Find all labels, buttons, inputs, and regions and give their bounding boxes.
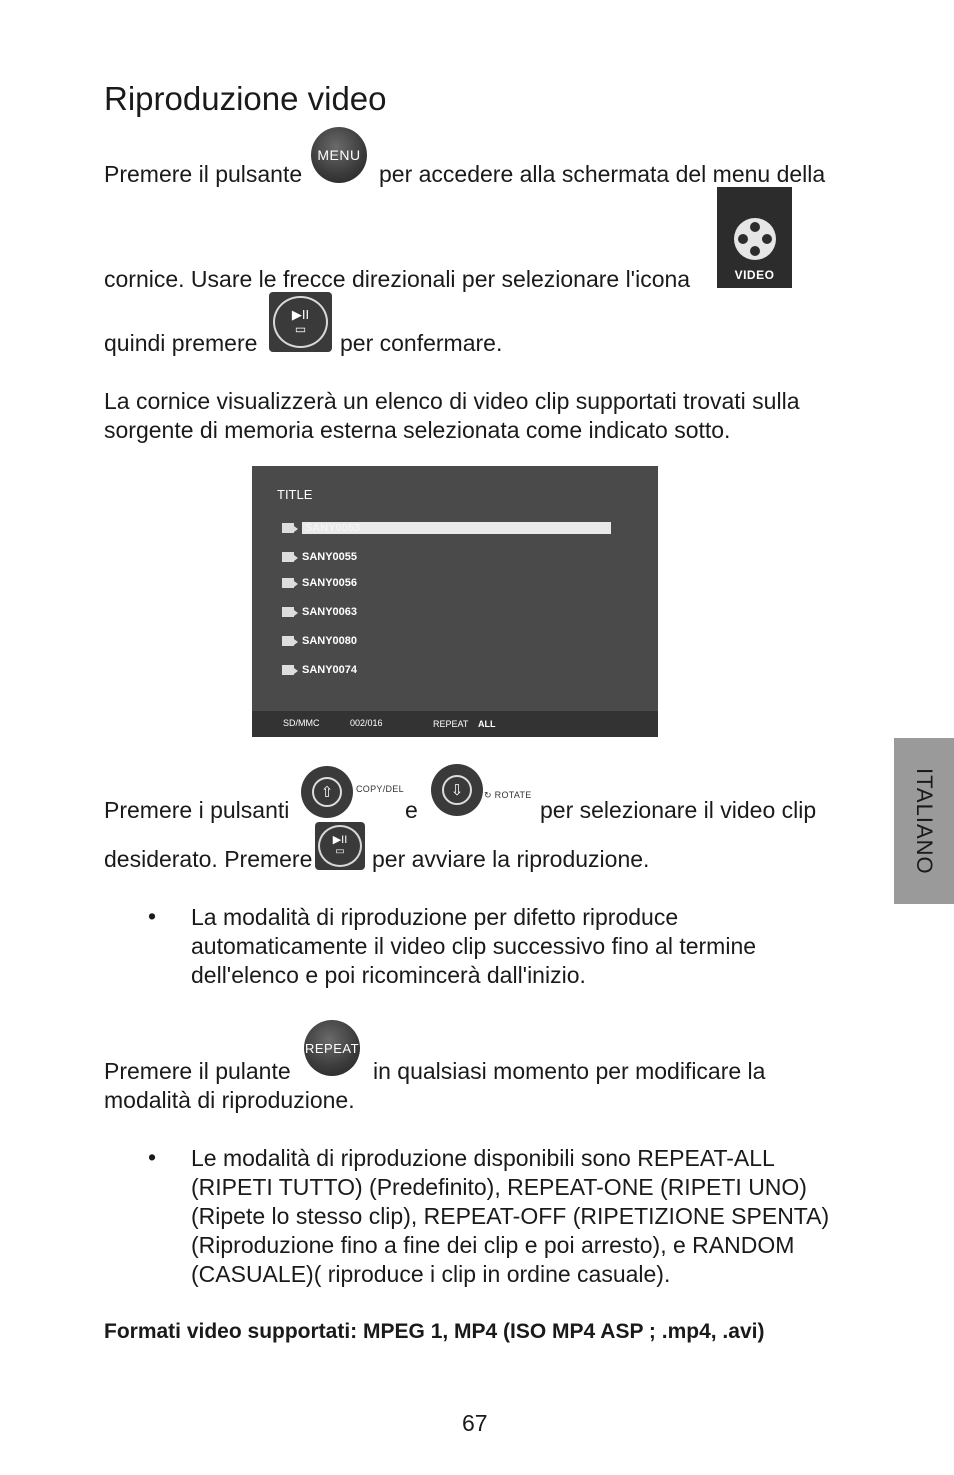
file-name: SANY0080 xyxy=(302,635,358,647)
footer-repeat: REPEAT xyxy=(433,719,469,729)
footer-mode: ALL xyxy=(478,719,496,729)
bullet1-line1: La modalità di riproduzione per difetto riproduce xyxy=(191,904,679,930)
play-glyph: ▶II xyxy=(291,307,310,322)
video-file-icon xyxy=(282,636,294,646)
up-button-caption: COPY/DEL xyxy=(356,784,404,794)
screen-header: TITLE xyxy=(277,487,313,502)
play-pause-button-icon: ▶II ▭ xyxy=(269,292,332,352)
p1-text-c: cornice. Usare le frecce direzionali per selezionare l'icona xyxy=(104,266,691,292)
p1-text-a: Premere il pulsante xyxy=(104,161,303,187)
p1-text-e: per confermare. xyxy=(340,330,503,356)
video-icon xyxy=(717,187,792,288)
file-row xyxy=(282,632,357,650)
p3-text-a: Premere i pulsanti xyxy=(104,797,290,823)
p3-text-b: e xyxy=(405,797,418,823)
language-tab xyxy=(894,738,954,904)
repeat-label: REPEAT xyxy=(304,1040,360,1056)
file-row xyxy=(282,519,611,537)
screen-footer xyxy=(252,711,658,737)
p4-text-b: in qualsiasi momento per modificare la xyxy=(373,1058,766,1084)
p1-text-d: quindi premere xyxy=(104,330,258,356)
supported-formats: Formati video supportati: MPEG 1, MP4 (ISO MP4 ASP ; .mp4, .avi) xyxy=(104,1320,765,1343)
video-file-icon xyxy=(282,665,294,675)
bullet2-line5: (CASUALE)( riproduce i clip in ordine casuale). xyxy=(191,1261,671,1287)
page-number: 67 xyxy=(462,1410,488,1436)
down-button-caption: ↻ ROTATE xyxy=(484,790,532,800)
file-name: SANY0074 xyxy=(302,664,358,676)
menu-label: MENU xyxy=(317,147,361,163)
p2-line1: La cornice visualizzerà un elenco di video clip supportati trovati sulla xyxy=(104,388,800,414)
bullet1-line2: automaticamente il video clip successivo fino al termine xyxy=(191,933,757,959)
menu-button-icon xyxy=(311,127,367,183)
bullet2-line1: Le modalità di riproduzione disponibili sono REPEAT-ALL xyxy=(191,1145,775,1171)
video-file-icon xyxy=(282,578,294,588)
p4-text-c: modalità di riproduzione. xyxy=(104,1087,355,1113)
footer-count: 002/016 xyxy=(350,718,383,728)
repeat-button-icon xyxy=(304,1020,360,1076)
file-row xyxy=(282,548,357,566)
p2-line2: sorgente di memoria esterna selezionata come indicato sotto. xyxy=(104,417,731,443)
video-icon-label: VIDEO xyxy=(734,268,775,282)
video-list-screenshot xyxy=(252,466,658,737)
footer-source: SD/MMC xyxy=(283,718,320,728)
file-name: SANY0053 xyxy=(302,522,611,534)
film-reel-icon xyxy=(734,218,776,260)
bullet-marker: • xyxy=(148,1144,157,1170)
file-row xyxy=(282,603,357,621)
up-arrow-glyph: ⇧ xyxy=(320,784,334,801)
bullet1-line3: dell'elenco e poi ricomincerà dall'inizio. xyxy=(191,962,586,988)
bullet-marker: • xyxy=(148,903,157,929)
p3-text-d: desiderato. Premere xyxy=(104,846,313,872)
file-row xyxy=(282,661,357,679)
play-pause-button-icon: ▶II ▭ xyxy=(315,822,365,870)
file-name: SANY0056 xyxy=(302,577,358,589)
page-title: Riproduzione video xyxy=(104,80,387,118)
down-arrow-glyph: ⇩ xyxy=(450,782,464,799)
play-glyph: ▶II xyxy=(332,833,348,846)
video-file-icon xyxy=(282,552,294,562)
p3-text-c: per selezionare il video clip xyxy=(540,797,817,823)
up-button-icon xyxy=(301,766,353,818)
p3-text-e: per avviare la riproduzione. xyxy=(372,846,650,872)
p4-text-a: Premere il pulante xyxy=(104,1058,291,1084)
file-name: SANY0063 xyxy=(302,606,358,618)
language-tab-label: ITALIANO xyxy=(912,767,937,875)
bullet2-line2: (RIPETI TUTTO) (Predefinito), REPEAT-ONE (RIPETI UNO) xyxy=(191,1174,807,1200)
file-name: SANY0055 xyxy=(302,551,358,563)
p1-text-b: per accedere alla schermata del menu della xyxy=(379,161,826,187)
bullet2-line4: (Riproduzione fino a fine dei clip e poi arresto), e RANDOM xyxy=(191,1232,795,1258)
video-file-icon xyxy=(282,523,294,533)
video-file-icon xyxy=(282,607,294,617)
down-button-icon xyxy=(431,764,483,816)
bullet2-line3: (Ripete lo stesso clip), REPEAT-OFF (RIPETIZIONE SPENTA) xyxy=(191,1203,830,1229)
file-row xyxy=(282,574,357,592)
